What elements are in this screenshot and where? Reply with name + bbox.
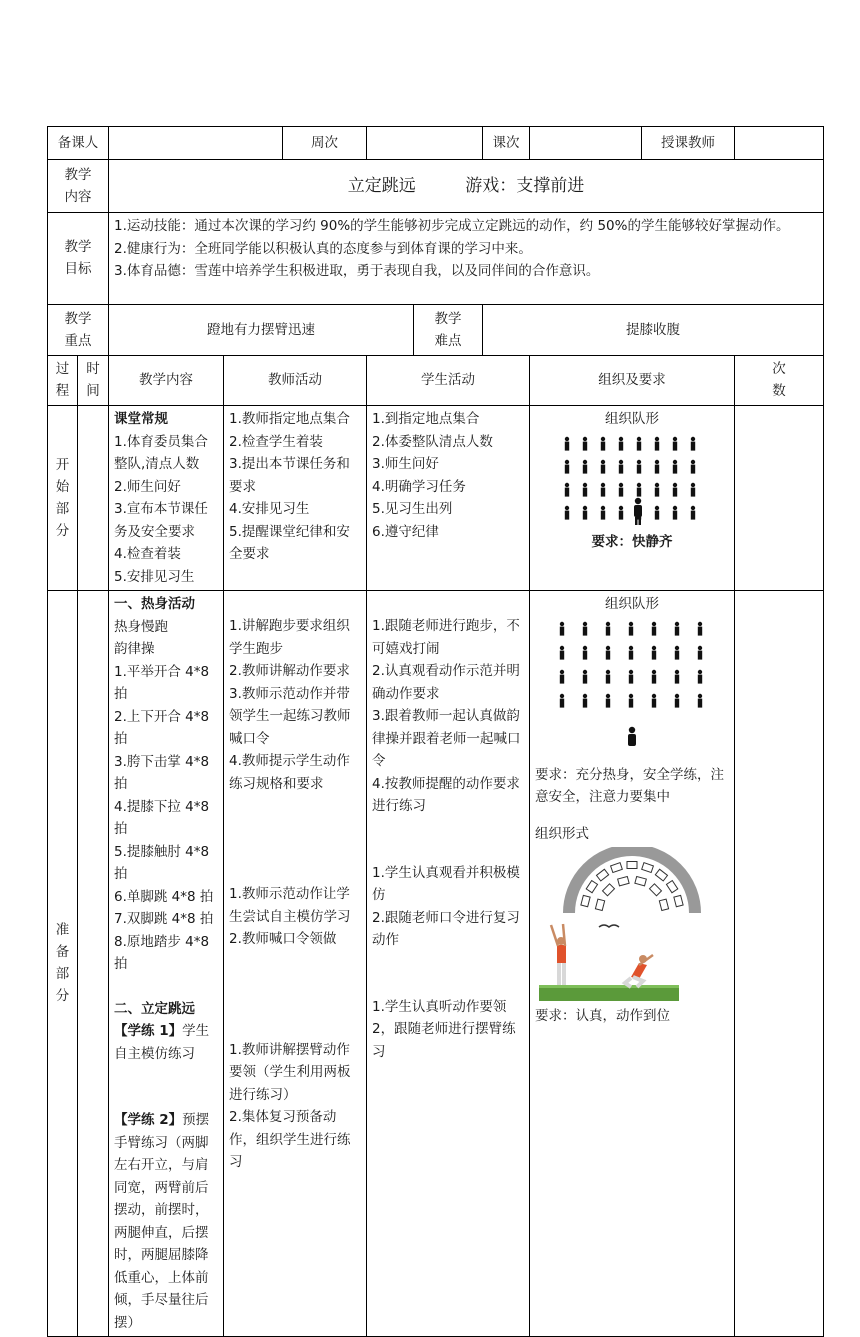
student-figure-icon xyxy=(673,505,677,519)
content-label xyxy=(48,160,109,213)
student-figure-icon xyxy=(601,505,605,519)
goal-item: 2.健康行为：全班同学能以积极认真的态度参与到体育课的学习中来。 xyxy=(114,240,532,257)
col-count xyxy=(735,356,824,406)
col-process xyxy=(48,356,78,406)
student-figure-icon xyxy=(565,436,569,450)
prep-student xyxy=(367,591,530,1337)
mat-icon xyxy=(581,895,590,906)
student-figure-icon xyxy=(637,459,641,473)
start-content-item: 1.体育委员集合整队,清点人数 xyxy=(114,433,208,472)
start-section-label xyxy=(48,406,78,591)
topic-game: 游戏：支撑前进 xyxy=(465,175,585,196)
student-figure-icon xyxy=(675,621,679,635)
practice2-teacher-item: 1.教师讲解摆臂动作要领（学生利用两板进行练习） xyxy=(229,1041,351,1103)
warmup-item: 韵律操 xyxy=(114,641,155,657)
start-content-item: 2.师生问好 xyxy=(114,478,181,495)
start-teacher-item: 5.提醒课堂纪律和安全要求 xyxy=(229,523,350,562)
difficulty-value: 提膝收腹 xyxy=(483,305,824,356)
student-figure-icon xyxy=(675,693,679,707)
student-figure-icon xyxy=(652,669,656,683)
student-figure-icon xyxy=(583,645,587,659)
student-figure-icon xyxy=(655,459,659,473)
student-figure-icon xyxy=(655,482,659,496)
student-figure-icon xyxy=(606,621,610,635)
crouching-athlete-figure xyxy=(625,955,653,987)
student-figure-icon xyxy=(619,459,623,473)
student-figure-icon xyxy=(565,482,569,496)
start-student-item: 4.明确学习任务 xyxy=(372,478,466,495)
key-value: 蹬地有力摆臂迅速 xyxy=(109,305,414,356)
practice2-teacher-item: 2.集体复习预备动作，组织学生进行练习 xyxy=(229,1109,351,1170)
practice2-tag: 【学练 2】 xyxy=(114,1112,183,1128)
standing-athlete-figure xyxy=(551,924,566,985)
student-figure-icon xyxy=(565,505,569,519)
student-figure-icon xyxy=(691,459,695,473)
student-figure-icon xyxy=(629,645,633,659)
student-figure-icon xyxy=(619,505,623,519)
warmup-student-item: 2.认真观看动作示范并明确动作要求 xyxy=(372,663,520,702)
student-figure-icon xyxy=(560,645,564,659)
lesson-value[interactable] xyxy=(530,127,642,160)
student-figure-icon xyxy=(698,621,702,635)
start-content-item: 5.安排见习生 xyxy=(114,568,195,585)
start-section-text: 开始部分 xyxy=(55,456,70,539)
start-content-item: 3.宣布本节课任务及安全要求 xyxy=(114,501,208,540)
mat-icon xyxy=(618,876,629,885)
mat-icon xyxy=(627,862,637,869)
warmup-item: 2.上下开合 4*8 拍 xyxy=(114,708,210,747)
warmup-teacher-item: 2.教师讲解动作要求 xyxy=(229,663,350,679)
warmup-teacher-item: 3.教师示范动作并带领学生一起练习教师喊口令 xyxy=(229,685,351,747)
student-figure-icon xyxy=(583,621,587,635)
practice2 xyxy=(114,1109,218,1334)
content-label-text: 教学内容 xyxy=(64,166,92,205)
prep-org-requirement: 要求：充分热身，安全学练，注意安全，注意力要集中 xyxy=(535,766,724,805)
start-org-title: 组织队形 xyxy=(605,411,659,427)
start-teacher-item: 1.教师指定地点集合 xyxy=(229,411,350,427)
start-section-row xyxy=(48,406,824,591)
start-student-item: 2.体委整队清点人数 xyxy=(372,433,493,450)
student-figure-icon xyxy=(560,669,564,683)
key-label xyxy=(48,305,109,356)
student-figure-icon xyxy=(606,645,610,659)
student-figure-icon xyxy=(583,459,587,473)
prep-content xyxy=(109,591,224,1337)
student-figure-icon xyxy=(691,436,695,450)
header-row xyxy=(48,127,824,160)
warmup-formation-diagram xyxy=(552,618,712,746)
start-content-title: 课堂常规 xyxy=(114,411,168,427)
student-figure-icon xyxy=(560,693,564,707)
goals-label xyxy=(48,213,109,305)
content-topics xyxy=(109,160,824,213)
difficulty-label-text: 教学难点 xyxy=(434,310,462,349)
practice1-text: 学生自主模仿练习 xyxy=(114,1023,210,1062)
student-figure-icon xyxy=(655,436,659,450)
practice2-student-item: 1.学生认真听动作要领 xyxy=(372,998,507,1015)
preparer-value[interactable] xyxy=(109,127,283,160)
mat-icon xyxy=(595,899,604,910)
student-figure-icon xyxy=(606,693,610,707)
mat-icon xyxy=(655,869,667,881)
start-teacher-item: 3.提出本节课任务和要求 xyxy=(229,456,350,495)
jump-demonstration-photo xyxy=(539,921,679,1001)
prep-count[interactable] xyxy=(735,591,824,1337)
student-figure-icon xyxy=(673,459,677,473)
mat-icon xyxy=(635,876,646,885)
prep-time[interactable] xyxy=(78,591,109,1337)
student-figure-icon xyxy=(629,621,633,635)
start-student-item: 3.师生问好 xyxy=(372,456,439,472)
mat-icon xyxy=(666,881,677,893)
student-figure-icon xyxy=(675,645,679,659)
column-header-row xyxy=(48,356,824,406)
student-figure-icon xyxy=(601,436,605,450)
student-figure-icon xyxy=(583,669,587,683)
col-process-text: 过程 xyxy=(55,361,70,400)
practice1-student-item: 2.跟随老师口令进行复习动作 xyxy=(372,909,520,948)
topic-standing-long-jump: 立定跳远 xyxy=(347,175,416,196)
student-figure-icon xyxy=(619,482,623,496)
semicircle-formation-diagram xyxy=(557,847,707,917)
col-count-text: 次数 xyxy=(772,361,786,400)
jump-title: 二、立定跳远 xyxy=(114,1000,195,1017)
warmup-student-item: 1.跟随老师进行跑步，不可嬉戏打闹 xyxy=(372,618,520,657)
mat-icon xyxy=(674,895,683,906)
goal-item: 3.体育品德：雪莲中培养学生积极进取，勇于表现自我，以及同伴间的合作意识。 xyxy=(114,263,600,279)
student-figure-icon xyxy=(675,669,679,683)
practice1-teacher-item: 2.教师喊口令领做 xyxy=(229,931,337,947)
student-figure-icon xyxy=(619,436,623,450)
warmup-teacher-item: 1.讲解跑步要求组织学生跑步 xyxy=(229,618,350,657)
formation-diagram xyxy=(557,433,707,529)
prep-section-text: 准备部分 xyxy=(55,922,70,1005)
start-teacher-item: 4.安排见习生 xyxy=(229,501,310,517)
student-figure-icon xyxy=(637,436,641,450)
student-figure-icon xyxy=(652,693,656,707)
key-points-row xyxy=(48,305,824,356)
mat-icon xyxy=(611,863,623,873)
student-figure-icon xyxy=(606,669,610,683)
practice1 xyxy=(114,1020,218,1065)
difficulty-label xyxy=(414,305,483,356)
warmup-item: 热身慢跑 xyxy=(114,618,168,635)
start-organization xyxy=(530,406,735,591)
practice1-teacher-item: 1.教师示范动作让学生尝试自主模仿学习 xyxy=(229,886,351,925)
mat-icon xyxy=(642,863,654,873)
col-content: 教学内容 xyxy=(109,356,224,406)
start-teacher xyxy=(224,406,367,591)
warmup-item: 5.提膝触肘 4*8 拍 xyxy=(114,843,210,882)
warmup-title: 一、热身活动 xyxy=(114,596,195,612)
practice1-student-item: 1.学生认真观看并积极模仿 xyxy=(372,864,520,903)
preparer-label: 备课人 xyxy=(48,127,109,160)
start-content xyxy=(109,406,224,591)
student-figure-icon xyxy=(583,436,587,450)
student-figure-icon xyxy=(698,645,702,659)
mat-icon xyxy=(596,869,608,881)
start-time[interactable] xyxy=(78,406,109,591)
warmup-item: 1.平举开合 4*8 拍 xyxy=(114,663,210,702)
student-figure-icon xyxy=(652,621,656,635)
warmup-item: 3.胯下击掌 4*8 拍 xyxy=(114,753,210,792)
goals-row xyxy=(48,213,824,305)
student-figure-icon xyxy=(583,505,587,519)
mat-icon xyxy=(603,884,615,896)
start-org-requirement: 要求：快静齐 xyxy=(591,533,673,550)
goal-item: 1.运动技能：通过本次课的学习约 90%的学生能够初步完成立定跳远的动作，约 50%的学生能够较好掌握动作。 xyxy=(114,218,790,234)
mat-icon xyxy=(659,899,668,910)
student-figure-icon xyxy=(583,482,587,496)
prep-teacher xyxy=(224,591,367,1337)
lesson-label: 课次 xyxy=(483,127,530,160)
student-figure-icon xyxy=(601,459,605,473)
week-value[interactable] xyxy=(367,127,483,160)
student-figure-icon xyxy=(698,693,702,707)
prep-org-form-label: 组织形式 xyxy=(535,825,589,842)
student-figure-icon xyxy=(691,505,695,519)
warmup-item: 7.双脚跳 4*8 拍 xyxy=(114,911,214,927)
prep-organization xyxy=(530,591,735,1337)
start-count[interactable] xyxy=(735,406,824,591)
teacher-figure-icon xyxy=(634,497,642,524)
teacher-value[interactable] xyxy=(735,127,824,160)
col-time xyxy=(78,356,109,406)
warmup-item: 6.单脚跳 4*8 拍 xyxy=(114,888,214,905)
warmup-item: 4.提膝下拉 4*8 拍 xyxy=(114,798,210,837)
start-teacher-item: 2.检查学生着装 xyxy=(229,433,323,450)
goals-list xyxy=(109,213,824,305)
goals-label-text: 教学目标 xyxy=(64,239,92,278)
practice1-tag: 【学练 1】 xyxy=(114,1023,183,1039)
practice2-text: 预摆手臂练习（两脚左右开立，与肩同宽，两臂前后摆动，前摆时，两腿伸直，后摆时，两腿屈膝降低重心，上体前倾，手尽量往后摆） xyxy=(114,1112,210,1331)
mat-icon xyxy=(649,884,661,896)
student-figure-icon xyxy=(673,436,677,450)
lesson-plan-table xyxy=(47,126,824,1337)
student-figure-icon xyxy=(629,693,633,707)
prep-org-title: 组织队形 xyxy=(605,596,659,612)
practice2-student-item: 2，跟随老师进行摆臂练习 xyxy=(372,1021,516,1060)
student-figure-icon xyxy=(655,505,659,519)
start-content-item: 4.检查着装 xyxy=(114,546,181,562)
mat-icon xyxy=(586,881,597,893)
student-figure-icon xyxy=(560,621,564,635)
col-organization: 组织及要求 xyxy=(530,356,735,406)
start-student-item: 1.到指定地点集合 xyxy=(372,411,480,427)
student-figure-icon xyxy=(691,482,695,496)
start-student xyxy=(367,406,530,591)
warmup-item: 8.原地踏步 4*8 拍 xyxy=(114,933,210,972)
warmup-student-item: 3.跟着教师一起认真做韵律操并跟着老师一起喊口令 xyxy=(372,708,521,769)
key-label-text: 教学重点 xyxy=(64,310,92,349)
week-label: 周次 xyxy=(283,127,367,160)
col-student: 学生活动 xyxy=(367,356,530,406)
student-figure-icon xyxy=(698,669,702,683)
prep-section-row xyxy=(48,591,824,1337)
prep-section-label xyxy=(48,591,78,1337)
student-figure-icon xyxy=(629,669,633,683)
start-student-item: 6.遵守纪律 xyxy=(372,523,439,540)
content-row xyxy=(48,160,824,213)
prep-org-final-requirement: 要求：认真，动作到位 xyxy=(535,1008,670,1024)
warmup-student-item: 4.按教师提醒的动作要求进行练习 xyxy=(372,775,520,814)
student-figure-icon xyxy=(601,482,605,496)
teacher-figure-icon xyxy=(628,726,636,745)
start-student-item: 5.见习生出列 xyxy=(372,501,453,517)
col-teacher: 教师活动 xyxy=(224,356,367,406)
student-figure-icon xyxy=(652,645,656,659)
student-figure-icon xyxy=(583,693,587,707)
col-time-text: 时间 xyxy=(86,361,100,400)
student-figure-icon xyxy=(637,482,641,496)
warmup-teacher-item: 4.教师提示学生动作练习规格和要求 xyxy=(229,753,350,792)
teacher-label: 授课教师 xyxy=(642,127,735,160)
student-figure-icon xyxy=(565,459,569,473)
student-figure-icon xyxy=(673,482,677,496)
